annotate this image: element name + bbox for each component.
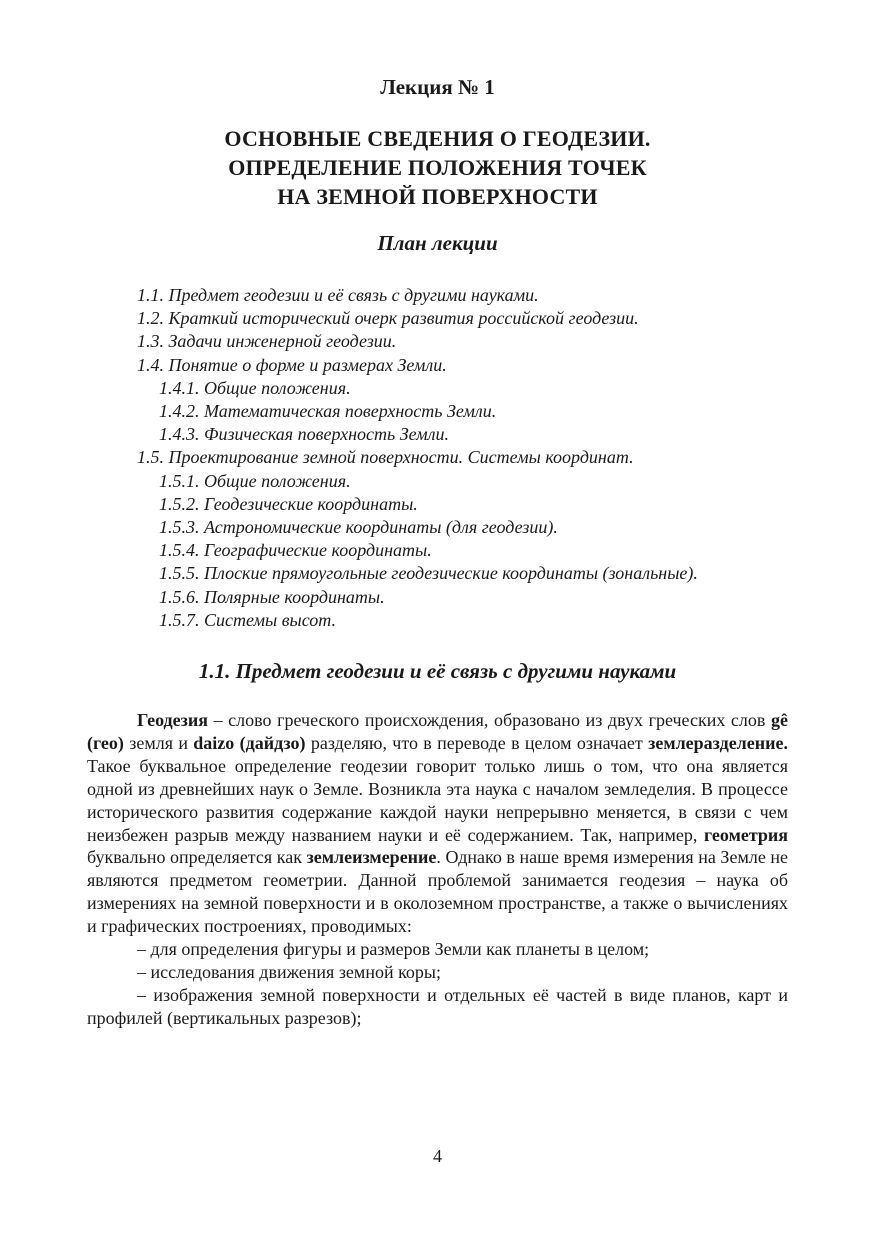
- plan-subitem: 1.5.2. Геодезические координаты.: [159, 493, 418, 514]
- text-run: разделяю, что в переводе в целом означает: [305, 732, 649, 753]
- term-ge: gê (гео): [87, 710, 788, 753]
- page-number: 4: [433, 1146, 442, 1166]
- term-geometry: геометрия: [703, 824, 788, 845]
- text-run: . Однако в наше время измерения на Земле не являются предметом геометрии. Данной проблемой занимается геодезия – наука об измерениях на земной поверхности и в околоземном пространстве, а также о вычислениях и графических построениях, проводимых:: [87, 847, 788, 937]
- plan-subitem: 1.5.6. Полярные координаты.: [159, 586, 385, 607]
- term-zemlerazdelenie: землеразделение.: [648, 732, 788, 753]
- plan-subitem: 1.4.2. Математическая поверхность Земли.: [159, 401, 497, 422]
- text-run: земля и: [123, 732, 194, 753]
- title-line: ОПРЕДЕЛЕНИЕ ПОЛОЖЕНИЯ ТОЧЕК: [228, 155, 647, 180]
- text-run: Такое буквальное определение геодезии говорит только лишь о том, что она является одной из древнейших наук о Земле. Возникла эта наука с началом земледелия. В процессе исторического развития содержание каждой науки непрерывно меняется, в связи с чем неизбежен разрыв между названием науки и её содержанием. Так, например,: [87, 755, 788, 845]
- body-paragraph: [87, 709, 788, 938]
- plan-subitem: 1.4.1. Общие положения.: [159, 377, 351, 398]
- plan-subitem: 1.5.4. Географические координаты.: [159, 540, 432, 561]
- dash-item: – для определения фигуры и размеров Земли как планеты в целом;: [137, 939, 650, 960]
- term-geodesy: Геодезия: [137, 710, 208, 730]
- text-run: буквально определяется как: [87, 847, 307, 868]
- section-heading: 1.1. Предмет геодезии и её связь с другими науками: [198, 659, 677, 683]
- plan-subitem: 1.5.7. Системы высот.: [159, 609, 336, 630]
- lecture-number: Лекция № 1: [380, 75, 495, 99]
- plan-item: 1.3. Задачи инженерной геодезии.: [137, 331, 397, 352]
- plan-heading: План лекции: [377, 231, 498, 255]
- dash-item: – исследования движения земной коры;: [137, 961, 442, 982]
- page-title: [0, 124, 875, 211]
- dash-item: – изображения земной поверхности и отдельных её частей в виде планов, карт и профилей (вертикальных разрезов);: [87, 984, 788, 1028]
- plan-item: 1.1. Предмет геодезии и её связь с другими науками.: [137, 285, 539, 305]
- plan-item: 1.5. Проектирование земной поверхности. Системы координат.: [137, 447, 634, 468]
- term-daizo: daizo (дайдзо): [193, 732, 306, 753]
- plan-item: 1.4. Понятие о форме и размерах Земли.: [137, 354, 447, 375]
- plan-subitem: 1.5.1. Общие положения.: [159, 470, 351, 491]
- text-run: – слово греческого происхождения, образовано из двух греческих слов: [208, 710, 771, 730]
- title-line: НА ЗЕМНОЙ ПОВЕРХНОСТИ: [277, 184, 598, 209]
- plan-item: 1.2. Краткий исторический очерк развития российской геодезии.: [137, 308, 639, 329]
- plan-subitem: 1.5.3. Астрономические координаты (для геодезии).: [159, 517, 558, 538]
- term-zemleizmerenie: землеизмерение: [306, 847, 437, 868]
- lecture-plan-list: [137, 284, 817, 632]
- title-line: ОСНОВНЫЕ СВЕДЕНИЯ О ГЕОДЕЗИИ.: [224, 126, 651, 151]
- plan-subitem: 1.5.5. Плоские прямоугольные геодезические координаты (зональные).: [159, 563, 698, 584]
- plan-subitem: 1.4.3. Физическая поверхность Земли.: [159, 424, 449, 445]
- section-body: [87, 709, 788, 1030]
